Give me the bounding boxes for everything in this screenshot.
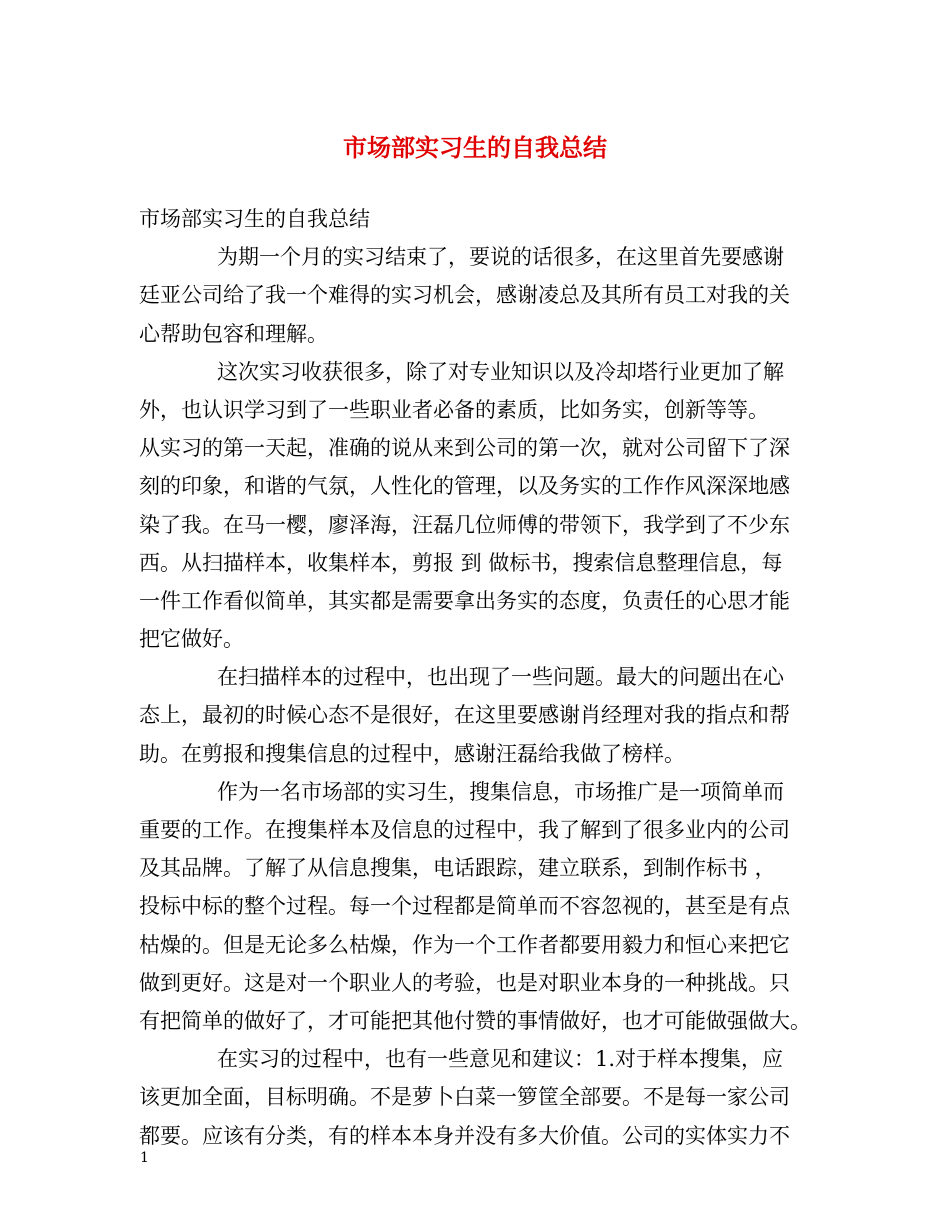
text-line: 刻的印象，和谐的气氛，人性化的管理，以及务实的工作作风深深地感 — [139, 474, 790, 499]
text-line: 助。在剪报和搜集信息的过程中，感谢汪磊给我做了榜样。 — [139, 741, 685, 766]
text-line: 外，也认识学习到了一些职业者必备的素质，比如务实，创新等等。 — [139, 397, 769, 422]
text-line: 有把简单的做好了，才可能把其他付赞的事情做好，也才可能做强做大。 — [139, 1008, 811, 1033]
text-line: 西。从扫描样本，收集样本，剪报 到 做标书，搜索信息整理信息，每 — [139, 550, 783, 575]
document-body — [139, 200, 814, 1155]
text-line: 从实习的第一天起，准确的说从来到公司的第一次，就对公司留下了深 — [139, 436, 790, 461]
document-title: 市场部实习生的自我总结 — [343, 133, 607, 162]
text-line: 染了我。在马一樱，廖泽海，汪磊几位师傅的带领下，我学到了不少东 — [139, 512, 790, 537]
text-line: 枯燥的。但是无论多么枯燥，作为一个工作者都要用毅力和恒心来把它 — [139, 932, 790, 957]
text-line: 在扫描样本的过程中，也出现了一些问题。最大的问题出在心 — [217, 665, 784, 690]
text-line: 及其品牌。了解了从信息搜集，电话跟踪，建立联系，到制作标书 ， — [139, 856, 776, 881]
text-line: 在实习的过程中，也有一些意见和建议：1.对于样本搜集，应 — [217, 1047, 784, 1072]
text-line: 心帮助包容和理解。 — [139, 321, 328, 346]
text-line: 把它做好。 — [139, 627, 244, 652]
text-line: 该更加全面，目标明确。不是萝卜白菜一箩筐全部要。不是每一家公司 — [139, 1085, 790, 1110]
text-line: 投标中标的整个过程。每一个过程都是简单而不容忽视的，甚至是有点 — [139, 894, 790, 919]
text-line: 市场部实习生的自我总结 — [139, 207, 370, 231]
page-number: 1 — [140, 1150, 149, 1166]
text-line: 一件工作看似简单，其实都是需要拿出务实的态度，负责任的心思才能 — [139, 588, 790, 613]
text-line: 做到更好。这是对一个职业人的考验，也是对职业本身的一种挑战。只 — [139, 970, 790, 995]
text-line: 重要的工作。在搜集样本及信息的过程中，我了解到了很多业内的公司 — [139, 818, 790, 842]
text-line: 这次实习收获很多，除了对专业知识以及冷却塔行业更加了解 — [217, 359, 784, 384]
text-line: 态上，最初的时候心态不是很好，在这里要感谢肖经理对我的指点和帮 — [139, 703, 790, 728]
text-line: 作为一名市场部的实习生，搜集信息，市场推广是一项简单而 — [217, 779, 784, 804]
text-line: 廷亚公司给了我一个难得的实习机会，感谢凌总及其所有员工对我的关 — [139, 283, 790, 308]
text-line: 都要。应该有分类，有的样本本身并没有多大价值。公司的实体实力不 — [139, 1123, 790, 1148]
text-line: 为期一个月的实习结束了，要说的话很多，在这里首先要感谢 — [217, 245, 784, 270]
